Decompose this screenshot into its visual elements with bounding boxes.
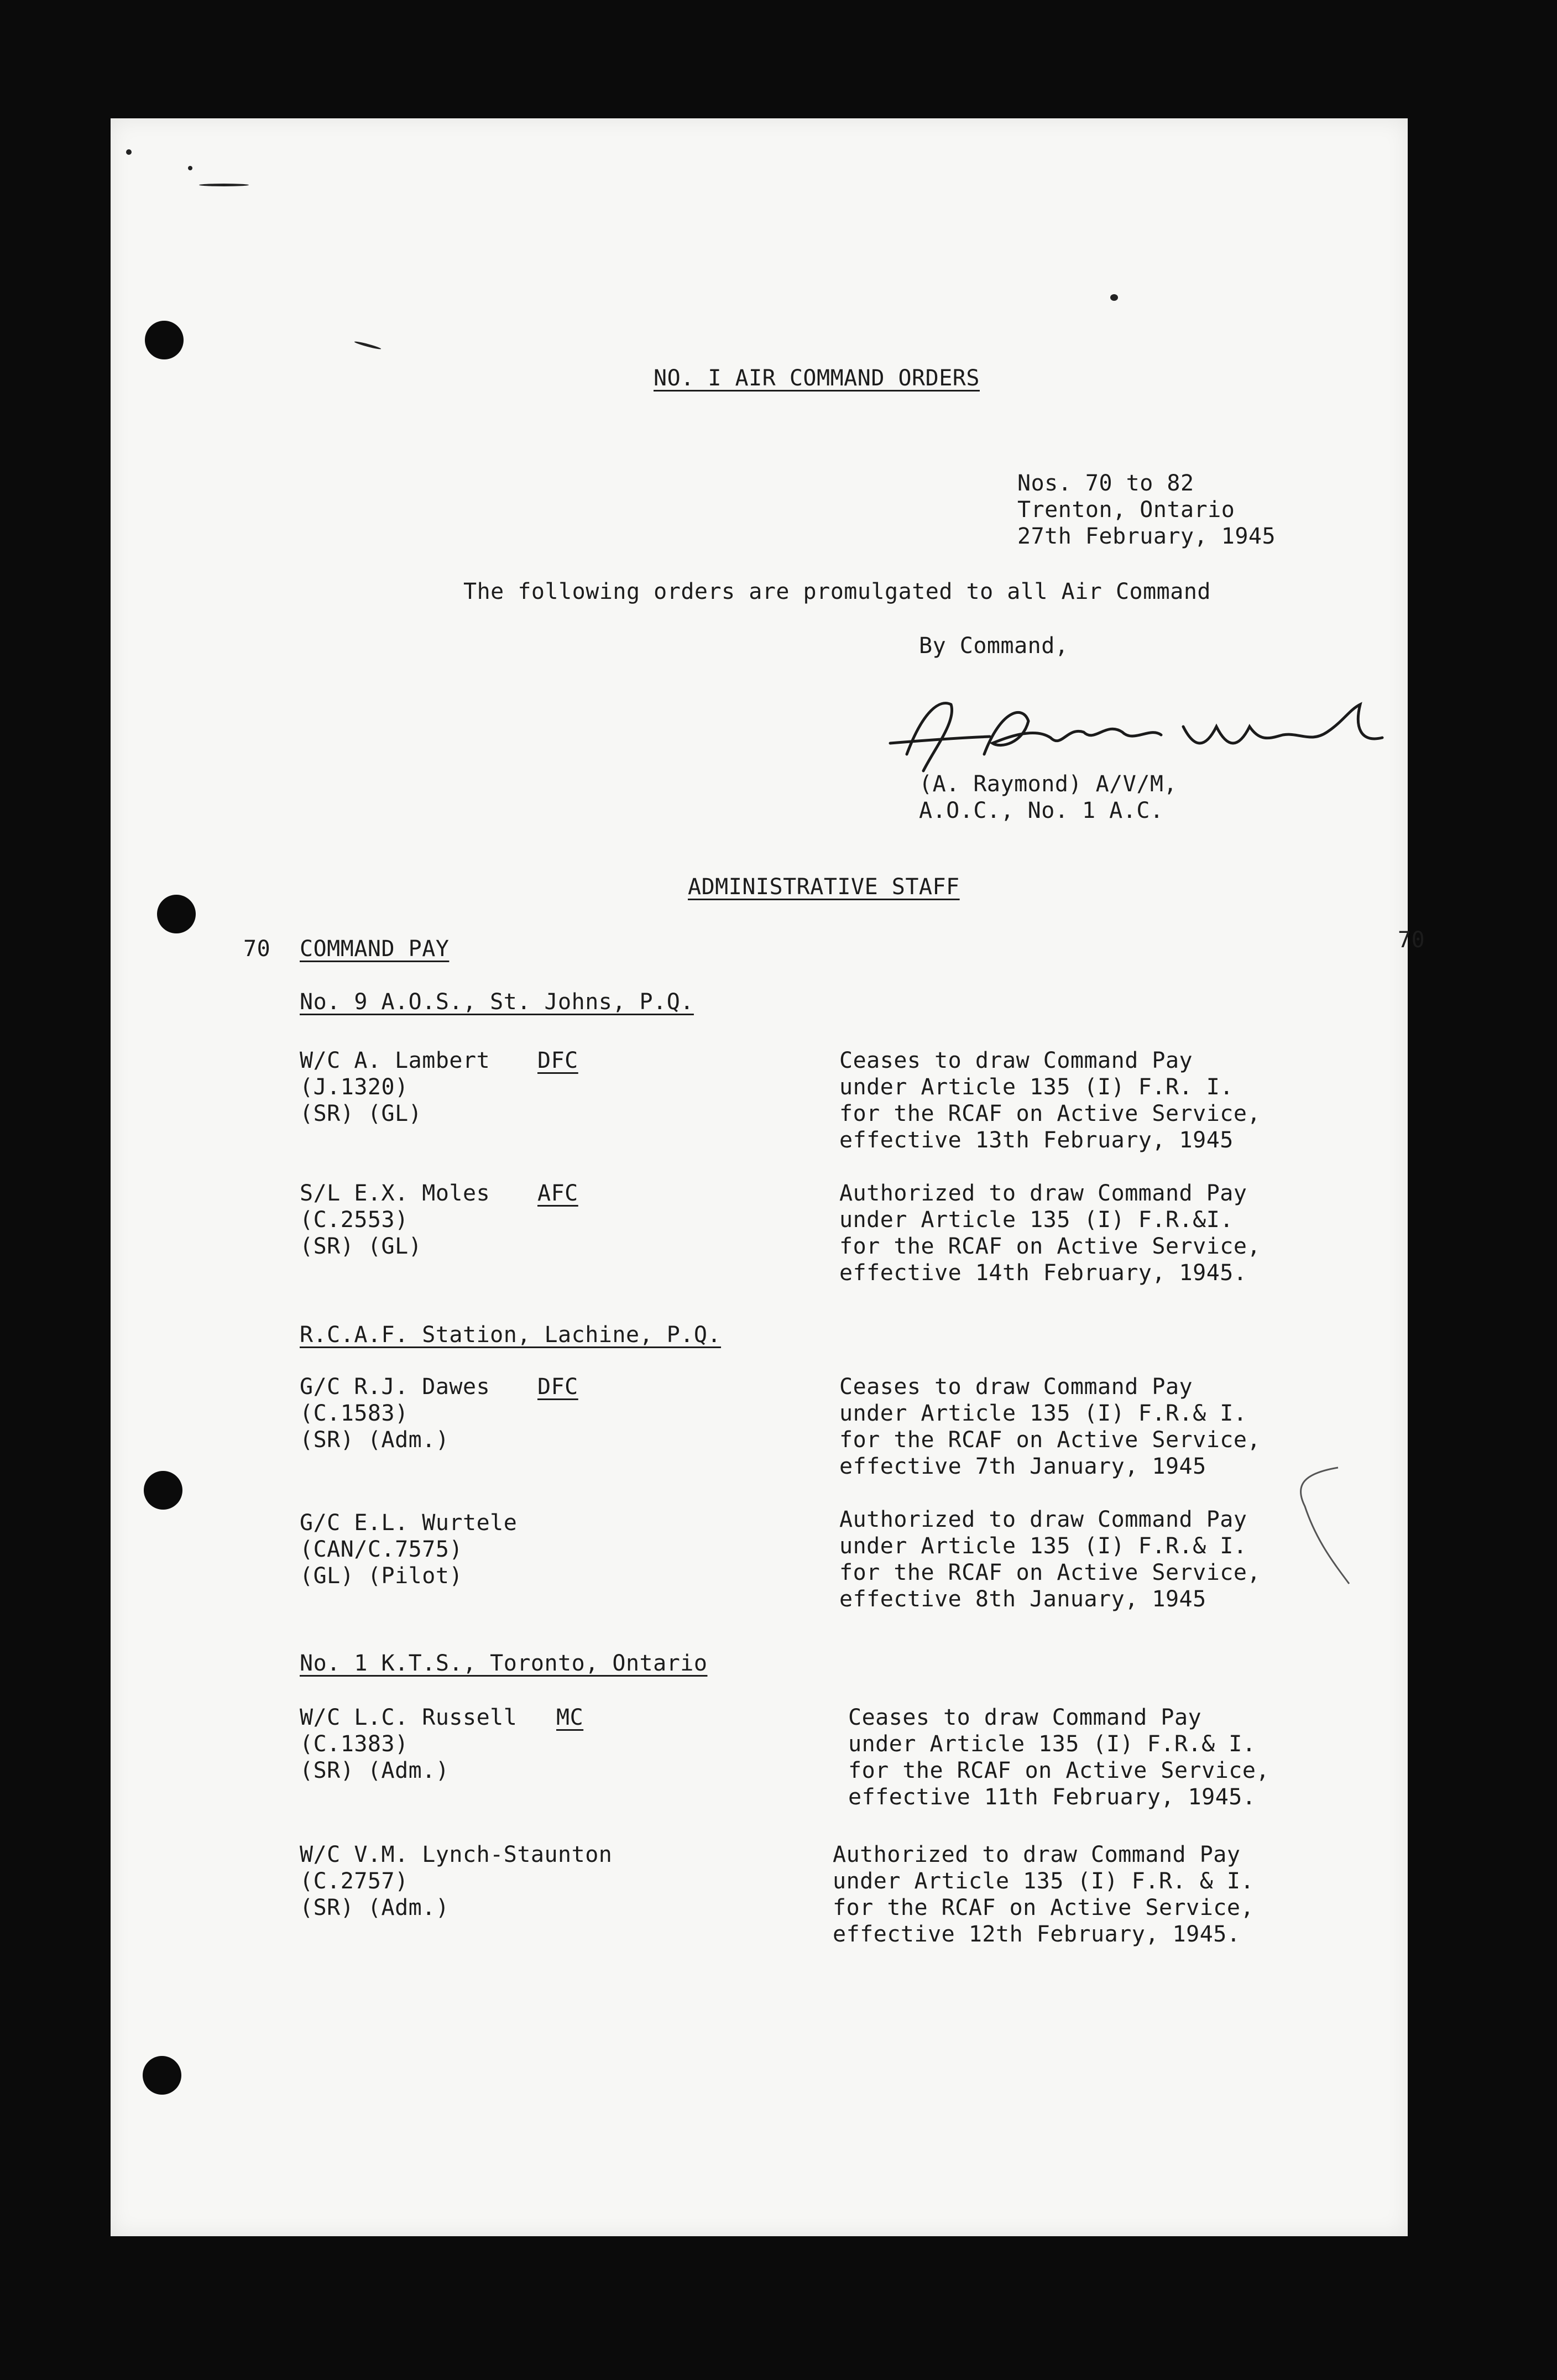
service-number: (J.1320) bbox=[300, 1074, 409, 1100]
officer-name: S/L E.X. Moles bbox=[300, 1181, 490, 1206]
officer-name: G/C R.J. Dawes bbox=[300, 1374, 490, 1400]
order-line: effective 7th January, 1945 bbox=[839, 1454, 1206, 1479]
punch-hole bbox=[157, 895, 196, 933]
section-title: ADMINISTRATIVE STAFF bbox=[688, 874, 960, 900]
branch: (GL) (Pilot) bbox=[300, 1563, 463, 1589]
margin-mark bbox=[1272, 1457, 1360, 1589]
order-text bbox=[848, 1704, 1269, 1810]
award: MC bbox=[556, 1705, 584, 1730]
order-line: under Article 135 (I) F.R. & I. bbox=[833, 1868, 1255, 1894]
order-line: Authorized to draw Command Pay bbox=[839, 1181, 1247, 1206]
order-line: for the RCAF on Active Service, bbox=[839, 1427, 1261, 1453]
officer-name: G/C E.L. Wurtele bbox=[300, 1510, 518, 1536]
officer-block bbox=[300, 1047, 490, 1127]
order-line: Ceases to draw Command Pay bbox=[848, 1705, 1202, 1730]
punch-hole bbox=[143, 2056, 181, 2095]
document-page bbox=[111, 118, 1425, 2236]
speck bbox=[199, 184, 249, 186]
officer-block bbox=[300, 1374, 490, 1453]
order-text bbox=[833, 1841, 1254, 1948]
branch: (SR) (GL) bbox=[300, 1234, 422, 1259]
service-number: (C.1583) bbox=[300, 1401, 409, 1426]
order-line: effective 13th February, 1945 bbox=[839, 1128, 1234, 1153]
unit-heading: No. 1 K.T.S., Toronto, Ontario bbox=[300, 1651, 708, 1676]
order-line: Authorized to draw Command Pay bbox=[833, 1842, 1241, 1867]
order-line: Authorized to draw Command Pay bbox=[839, 1507, 1247, 1532]
award: DFC bbox=[537, 1374, 578, 1400]
order-line: for the RCAF on Active Service, bbox=[833, 1895, 1255, 1920]
order-text bbox=[839, 1180, 1261, 1286]
officer-block bbox=[300, 1180, 490, 1260]
order-line: under Article 135 (I) F.R.& I. bbox=[848, 1731, 1256, 1757]
order-text bbox=[839, 1374, 1261, 1480]
branch: (SR) (Adm.) bbox=[300, 1758, 450, 1783]
order-line: effective 8th January, 1945 bbox=[839, 1586, 1206, 1612]
service-number: (C.2757) bbox=[300, 1868, 409, 1894]
branch: (SR) (GL) bbox=[300, 1101, 422, 1126]
speck bbox=[354, 341, 382, 351]
speck bbox=[188, 166, 192, 170]
reference-line: 27th February, 1945 bbox=[1017, 524, 1276, 549]
reference-line: Trenton, Ontario bbox=[1017, 497, 1235, 523]
by-command-line: By Command, bbox=[919, 633, 1069, 659]
unit-heading: No. 9 A.O.S., St. Johns, P.Q. bbox=[300, 989, 694, 1015]
order-line: Ceases to draw Command Pay bbox=[839, 1048, 1193, 1073]
order-line: effective 14th February, 1945. bbox=[839, 1260, 1247, 1286]
branch: (SR) (Adm.) bbox=[300, 1895, 450, 1920]
order-number-left: 70 bbox=[243, 936, 271, 962]
award: AFC bbox=[537, 1181, 578, 1206]
officer-name: W/C L.C. Russell bbox=[300, 1705, 518, 1730]
officer-name: W/C V.M. Lynch-Staunton bbox=[300, 1842, 613, 1867]
page-title: NO. I AIR COMMAND ORDERS bbox=[654, 366, 980, 391]
order-line: under Article 135 (I) F.R.&I. bbox=[839, 1207, 1234, 1233]
punch-hole bbox=[145, 321, 184, 359]
unit-heading: R.C.A.F. Station, Lachine, P.Q. bbox=[300, 1322, 722, 1348]
handwritten-signature bbox=[874, 688, 1404, 776]
order-line: for the RCAF on Active Service, bbox=[839, 1560, 1261, 1585]
order-line: Ceases to draw Command Pay bbox=[839, 1374, 1193, 1400]
order-text bbox=[839, 1506, 1261, 1612]
officer-name: W/C A. Lambert bbox=[300, 1048, 490, 1073]
promulgation-line: The following orders are promulgated to all Air Command bbox=[463, 579, 1211, 604]
order-line: effective 11th February, 1945. bbox=[848, 1784, 1256, 1810]
order-text bbox=[839, 1047, 1261, 1154]
order-line: under Article 135 (I) F.R. I. bbox=[839, 1074, 1234, 1100]
order-line: for the RCAF on Active Service, bbox=[839, 1234, 1261, 1259]
order-heading: COMMAND PAY bbox=[300, 936, 450, 962]
order-line: effective 12th February, 1945. bbox=[833, 1922, 1241, 1947]
order-line: for the RCAF on Active Service, bbox=[848, 1758, 1270, 1783]
signature-block bbox=[919, 771, 1177, 824]
service-number: (C.1383) bbox=[300, 1731, 409, 1757]
officer-block bbox=[300, 1841, 612, 1921]
speck bbox=[126, 149, 132, 155]
service-number: (CAN/C.7575) bbox=[300, 1537, 463, 1562]
order-line: for the RCAF on Active Service, bbox=[839, 1101, 1261, 1126]
reference-line: Nos. 70 to 82 bbox=[1017, 471, 1194, 496]
officer-block bbox=[300, 1510, 517, 1589]
officer-block bbox=[300, 1704, 517, 1784]
award: DFC bbox=[537, 1048, 578, 1073]
order-line: under Article 135 (I) F.R.& I. bbox=[839, 1533, 1247, 1559]
reference-block bbox=[1017, 470, 1276, 550]
order-number-right: 70 bbox=[1398, 927, 1425, 953]
speck bbox=[1110, 294, 1118, 301]
signature-name: (A. Raymond) A/V/M, bbox=[919, 771, 1178, 797]
service-number: (C.2553) bbox=[300, 1207, 409, 1233]
punch-hole bbox=[144, 1471, 182, 1510]
order-line: under Article 135 (I) F.R.& I. bbox=[839, 1401, 1247, 1426]
branch: (SR) (Adm.) bbox=[300, 1427, 450, 1453]
signature-title: A.O.C., No. 1 A.C. bbox=[919, 798, 1164, 823]
